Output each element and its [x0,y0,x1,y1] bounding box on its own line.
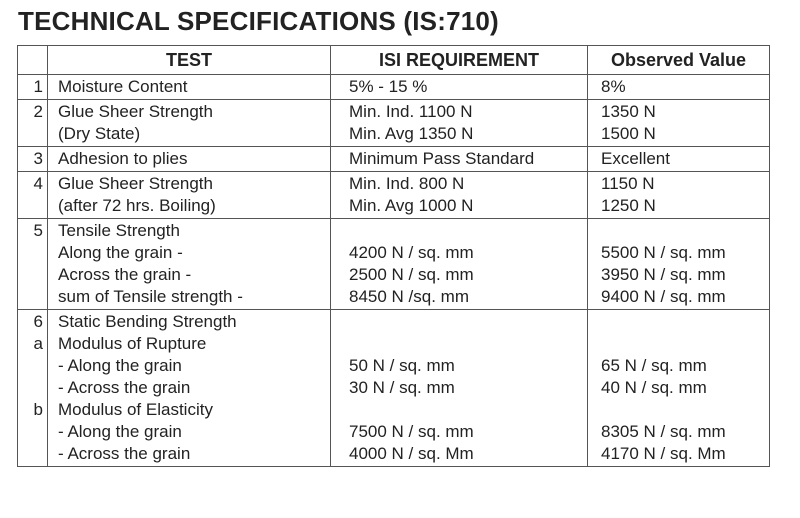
test-name: Tensile Strength [58,221,180,240]
isi-requirement-value: 7500 N / sq. mm [349,422,474,441]
observed-value [588,311,769,333]
row-number: a [33,334,43,353]
test-name-cell [48,219,331,310]
row-number: 5 [33,221,43,240]
test-name: Glue Sheer Strength [58,174,213,193]
observed-value: 4170 N / sq. Mm [601,444,726,463]
table-row [18,310,770,467]
test-name-cell [48,310,331,467]
test-name: - Along the grain [58,422,182,441]
test-name: - Across the grain [58,444,191,463]
observed-value: 65 N / sq. mm [601,356,707,375]
row-number-cell [18,147,48,172]
header-isi-requirement: ISI REQUIREMENT [331,46,588,75]
isi-requirement-value: 30 N / sq. mm [349,378,455,397]
row-number [18,355,47,377]
test-name-cell [48,147,331,172]
specifications-body [18,75,770,467]
observed-value: 5500 N / sq. mm [601,243,726,262]
row-number-cell [18,310,48,467]
isi-requirement-value: 4200 N / sq. mm [349,243,474,262]
isi-requirement-value: Min. Ind. 800 N [349,174,465,193]
test-name: Moisture Content [58,77,188,96]
test-name: Glue Sheer Strength [58,102,213,121]
observed-value: 1350 N [601,102,656,121]
isi-requirement-value: Min. Ind. 1100 N [349,102,473,121]
isi-requirement-value: 50 N / sq. mm [349,356,455,375]
observed-value [588,399,769,421]
test-name: Adhesion to plies [58,149,188,168]
row-number [18,123,47,145]
test-name: Along the grain - [58,243,183,262]
isi-requirement-value-cell [331,172,588,219]
observed-value: 3950 N / sq. mm [601,265,726,284]
observed-value-cell [588,100,770,147]
test-name: Across the grain - [58,265,192,284]
row-number [18,443,47,465]
isi-requirement-value-cell [331,219,588,310]
observed-value-cell [588,75,770,100]
isi-requirement-value-cell [331,310,588,467]
observed-value: 8% [601,77,626,96]
isi-requirement-value-cell [331,147,588,172]
observed-value: 1250 N [601,196,656,215]
table-row [18,147,770,172]
row-number [18,195,47,217]
row-number [18,377,47,399]
isi-requirement-value-cell [331,75,588,100]
test-name-cell [48,172,331,219]
isi-requirement-value: 4000 N / sq. Mm [349,444,474,463]
test-name-cell [48,100,331,147]
test-name-cell [48,75,331,100]
row-number: b [33,400,43,419]
row-number-cell [18,172,48,219]
isi-requirement-value: Min. Avg 1350 N [349,124,474,143]
isi-requirement-value [331,399,587,421]
test-name: sum of Tensile strength - [58,287,243,306]
header-observed-value: Observed Value [588,46,770,75]
isi-requirement-value: 5% - 15 % [349,77,428,96]
page-title: TECHNICAL SPECIFICATIONS (IS:710) [18,6,499,36]
header-test: TEST [48,46,331,75]
row-number [18,286,47,308]
observed-value-cell [588,219,770,310]
observed-value [588,220,769,242]
table-row [18,219,770,310]
row-number: 1 [33,77,43,96]
header-row [18,46,770,75]
isi-requirement-value [331,220,587,242]
test-name: (Dry State) [58,124,141,143]
observed-value: 8305 N / sq. mm [601,422,726,441]
isi-requirement-value-cell [331,100,588,147]
row-number: 2 [33,102,43,121]
isi-requirement-value: 2500 N / sq. mm [349,265,474,284]
observed-value: 9400 N / sq. mm [601,287,726,306]
row-number: 4 [33,174,43,193]
row-number-cell [18,100,48,147]
row-number [18,242,47,264]
observed-value-cell [588,310,770,467]
test-name: Modulus of Elasticity [58,400,213,419]
test-name: Static Bending Strength [58,312,237,331]
observed-value: Excellent [601,149,670,168]
test-name: - Along the grain [58,356,182,375]
test-name: (after 72 hrs. Boiling) [58,196,216,215]
isi-requirement-value: Minimum Pass Standard [349,149,535,168]
isi-requirement-value: Min. Avg 1000 N [349,196,474,215]
row-number: 3 [33,149,43,168]
observed-value: 1500 N [601,124,656,143]
table-row [18,75,770,100]
table-row [18,172,770,219]
row-number [18,264,47,286]
header-no [18,46,48,75]
row-number: 6 [33,312,43,331]
table-row [18,100,770,147]
row-number-cell [18,75,48,100]
test-name: - Across the grain [58,378,191,397]
specifications-table [17,45,770,467]
test-name: Modulus of Rupture [58,334,207,353]
observed-value [588,333,769,355]
row-number-cell [18,219,48,310]
observed-value: 40 N / sq. mm [601,378,707,397]
observed-value-cell [588,147,770,172]
observed-value-cell [588,172,770,219]
isi-requirement-value: 8450 N /sq. mm [349,287,469,306]
isi-requirement-value [331,333,587,355]
isi-requirement-value [331,311,587,333]
observed-value: 1150 N [601,174,655,193]
row-number [18,421,47,443]
